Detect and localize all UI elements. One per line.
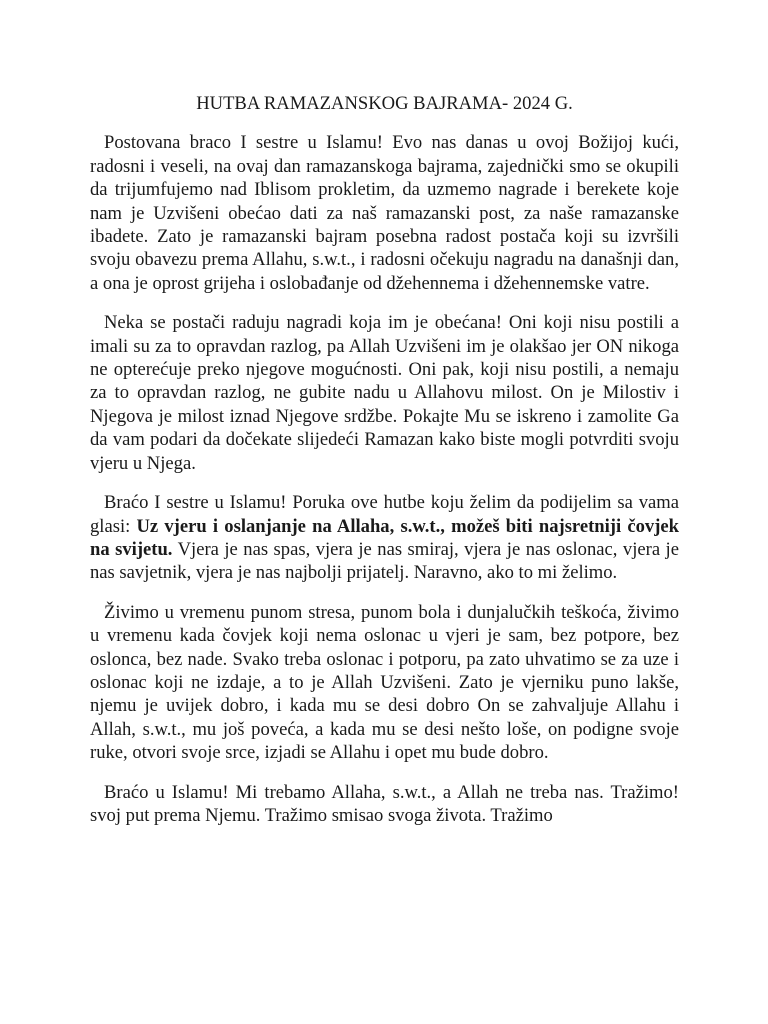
paragraph-4: Živimo u vremenu punom stresa, punom bola i dunjalučkih teškoća, živimo u vremenu kada čovjek koji nema oslonac u vjeri je sam, bez potpore, bez oslonca, bez nade. Svako treba oslonac i potporu, pa zato uhvatimo se za uze i oslonac koji ne izdaje, a to je Allah Uzvišeni. Zato je vjerniku puno lakše, njemu je uvijek dobro, i kada mu se desi dobro On se zahvaljuje Allahu i Allah, s.w.t., mu još poveća, a kada mu se desi nešto loše, on podigne svoje ruke, otvori svoje srce, izjadi se Allahu i opet mu bude dobro. <box>90 601 679 764</box>
paragraph-3-rest: Vjera je nas spas, vjera je nas smiraj, vjera je nas oslonac, vjera je nas savjetnik, vjera je nas najbolji prijatelj. Naravno, ako to mi želimo. <box>90 538 679 584</box>
document-title: HUTBA RAMAZANSKOG BAJRAMA- 2024 G. <box>196 93 573 114</box>
paragraph-3-key-message: Uz vjeru i oslanjanje na Allaha, s.w.t., možeš biti najsretniji čovjek na svijetu. <box>90 515 679 560</box>
document-page <box>90 92 679 843</box>
paragraph-1: Postovana braco I sestre u Islamu! Evo nas danas u ovoj Božijoj kući, radosni i veseli, na ovaj dan ramazanskoga bajrama, zajednički smo se okupili da trijumfujemo nad Iblisom prokletim, da uzmemo nagrade i berekete koje nam je Uzvišeni obećao dati za naš ramazanski post, za naše ramazanske ibadete. Zato je ramazanski bajram posebna radost postača koji su izvršili svoju obavezu prema Allahu, s.w.t., i radosni očekuju nagradu na današnji dan, a ona je oprost grijeha i oslobađanje od džehennema i džehennemske vatre. <box>90 132 679 294</box>
paragraph-3 <box>90 491 679 585</box>
paragraph-5: Braćo u Islamu! Mi trebamo Allaha, s.w.t., a Allah ne treba nas. Tražimo! svoj put prema Njemu. Tražimo smisao svoga života. Tražimo <box>90 781 679 826</box>
paragraph-2: Neka se postači raduju nagradi koja im je obećana! Oni koji nisu postili a imali su za to opravdan razlog, pa Allah Uzvišeni im je olakšao jer ON nikoga ne opterećuje preko njegove mogućnosti. Oni pak, koji nisu postili, a nemaju za to opravdan razlog, ne gubite nadu u Allahovu milost. On je Milostiv i Njegova je milost iznad Njegove srdžbe. Pokajte Mu se iskreno i zamolite Ga da vam podari da dočekate slijedeći Ramazan kako biste mogli potvrditi svoju vjeru u Njega. <box>90 312 679 474</box>
paragraph-3-intro: Braćo I sestre u Islamu! Poruka ove hutbe koju želim da podijelim sa vama glasi: <box>90 492 679 537</box>
